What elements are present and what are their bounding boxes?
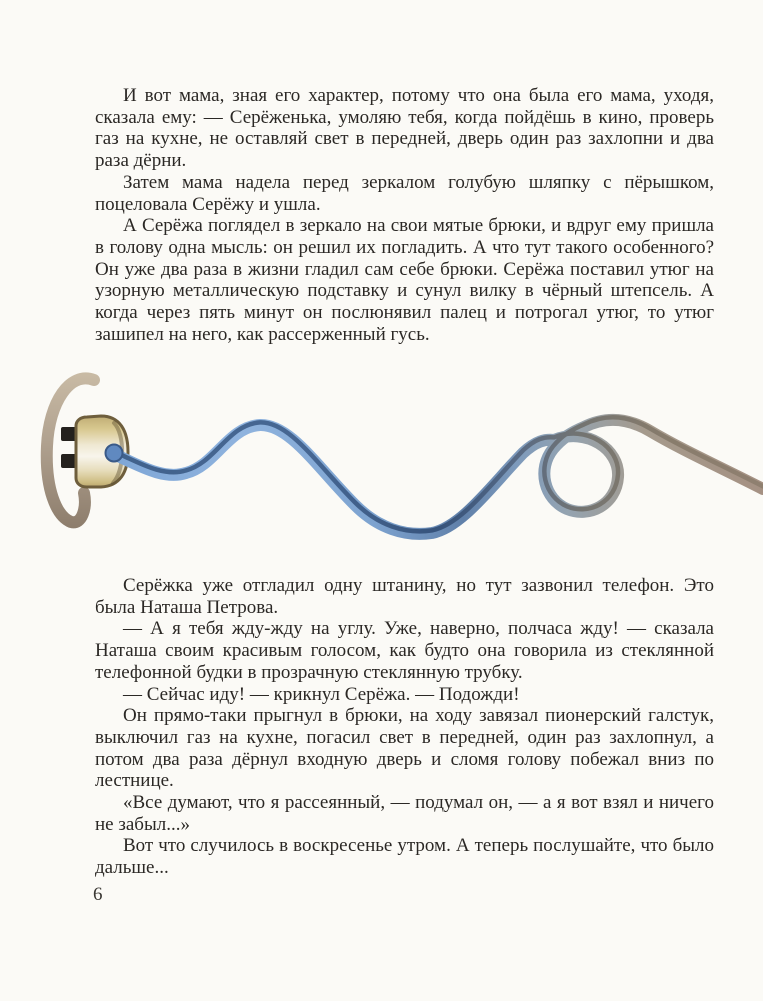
paragraph-9: Вот что случилось в воскресенье утром. А теперь послушайте, что было дальше... [95, 835, 714, 879]
plug-and-cord-illustration [0, 355, 763, 550]
paragraph-5: — А я тебя жду-жду на углу. Уже, наверно, полчаса жду! — сказала Наташа своим красивым голосом, как будто она говорила из стеклянной телефонной будки в прозрачную стеклянную трубку. [95, 618, 714, 683]
winding-cord [106, 417, 763, 534]
paragraph-2: Затем мама надела перед зеркалом голубую шляпку с пёрышком, поцеловала Серёжу и ушла. [95, 171, 714, 215]
paragraph-7: Он прямо-таки прыгнул в брюки, на ходу завязал пионерский галстук, выключил газ на кухне, погасил свет в передней, один раз захлопнул, а потом два раза дёрнул входную дверь и сломя голову побежал вниз по лестнице. [95, 705, 714, 792]
plug-cord-drawing [0, 355, 763, 550]
text-block-bottom [95, 575, 714, 879]
paragraph-8: «Все думают, что я рассеянный, — подумал он, — а я вот взял и ничего не забыл...» [95, 792, 714, 835]
paragraph-1: И вот мама, зная его характер, потому что она была его мама, уходя, сказала ему: — Серёженька, умоляю тебя, когда пойдёшь в кино, проверь газ на кухне, не оставляй свет в передней, дверь один раз захлопни и два раза дёрни. [95, 85, 714, 172]
text-block-top [95, 85, 714, 345]
cord-end [106, 445, 123, 462]
paragraph-6: — Сейчас иду! — крикнул Серёжа. — Подожди! [123, 683, 520, 705]
page-number: 6 [93, 884, 103, 905]
paragraph-3: А Серёжа поглядел в зеркало на свои мятые брюки, и вдруг ему пришла в голову одна мысль: он решил их погладить. А что тут такого особенного? Он уже два раза в жизни гладил сам себе брюки. Серёжа поставил утюг на узорную металлическую подставку и сунул вилку в чёрный штепсель. А когда через пять минут он послюнявил палец и потрогал утюг, то утюг зашипел на него, как рассерженный гусь. [95, 215, 714, 345]
paragraph-4: Серёжка уже отгладил одну штанину, но тут зазвонил телефон. Это была Наташа Петрова. [95, 575, 714, 618]
